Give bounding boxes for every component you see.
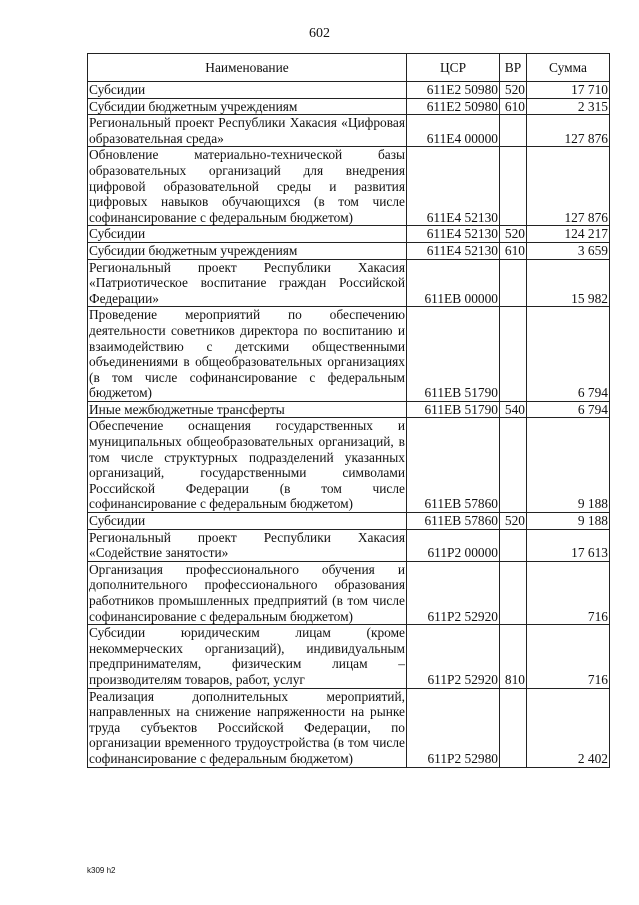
row-name: Региональный проект Республики Хакасия «Патриотическое воспитание граждан Российской Федерации» [89,259,405,306]
row-vr: 520 [500,82,527,99]
row-csr: 611EB 51790 [407,307,500,402]
row-name: Организация профессионального обучения и дополнительного профессионального образования работников промышленных предприятий (в том числе софинансирование с федеральным бюджетом) [89,561,405,624]
row-vr: 540 [500,401,527,418]
table-row [88,82,610,99]
column-header-csr: ЦСР [407,54,500,82]
row-sum: 6 794 [527,307,610,402]
row-sum: 15 982 [527,259,610,307]
row-sum: 124 217 [527,226,610,243]
row-sum: 716 [527,561,610,624]
row-vr [500,529,527,561]
row-csr: 611EB 51790 [407,401,500,418]
table-row [88,688,610,767]
row-name: Региональный проект Республики Хакасия «Цифровая образовательная среда» [89,115,405,146]
row-vr [500,688,527,767]
row-sum: 9 188 [527,513,610,530]
column-header-name: Наименование [88,54,407,82]
row-csr: 611EB 57860 [407,513,500,530]
row-vr [500,147,527,226]
row-sum: 2 402 [527,688,610,767]
row-name: Субсидии бюджетным учреждениям [88,98,407,115]
row-csr: 611E2 50980 [407,98,500,115]
row-csr: 611E4 52130 [407,242,500,259]
table-row [88,529,610,561]
row-sum: 9 188 [527,418,610,513]
row-vr [500,307,527,402]
row-name: Субсидии [88,513,407,530]
row-vr [500,115,527,147]
footer-code: k309 h2 [87,866,116,875]
budget-table [87,53,610,768]
row-name: Иные межбюджетные трансферты [88,401,407,418]
row-sum: 6 794 [527,401,610,418]
row-name: Субсидии юридическим лицам (кроме некоммерческих организаций), индивидуальным предпринимателям, физическим лицам – производителям товаров, работ, услуг [89,625,405,687]
table-row [88,401,610,418]
row-vr: 520 [500,513,527,530]
row-sum: 127 876 [527,115,610,147]
row-name: Субсидии [88,226,407,243]
row-vr: 520 [500,226,527,243]
row-vr: 810 [500,625,527,688]
row-vr: 610 [500,242,527,259]
table-row [88,98,610,115]
row-csr: 611E2 50980 [407,82,500,99]
row-sum: 17 710 [527,82,610,99]
table-row [88,561,610,624]
row-csr: 611E4 52130 [407,226,500,243]
row-csr: 611P2 52920 [407,625,500,688]
row-name: Реализация дополнительных мероприятий, направленных на снижение напряженности на рынке труда субъектов Российской Федерации, по организации временного трудоустройства (в том числе софинансирование с федеральным бюджетом) [89,688,405,766]
table-row [88,307,610,402]
row-csr: 611P2 52980 [407,688,500,767]
row-sum: 2 315 [527,98,610,115]
row-vr [500,418,527,513]
table-row [88,226,610,243]
table-header-row [88,54,610,82]
table-row [88,242,610,259]
row-sum: 127 876 [527,147,610,226]
table-row [88,418,610,513]
table-row [88,625,610,688]
table-row [88,259,610,307]
page-number: 602 [309,26,330,41]
row-vr [500,561,527,624]
column-header-vr: ВР [500,54,527,82]
column-header-sum: Сумма [527,54,610,82]
row-name: Субсидии бюджетным учреждениям [88,242,407,259]
row-sum: 716 [527,625,610,688]
row-csr: 611EB 00000 [407,259,500,307]
table-row [88,115,610,147]
row-csr: 611P2 00000 [407,529,500,561]
row-vr [500,259,527,307]
row-name: Обеспечение оснащения государственных и муниципальных общеобразовательных организаций, в том числе структурных подразделений указанных организаций, государственными символами Российской Федерации (в том числе софинансирование с федеральным бюджетом) [89,418,405,512]
row-name: Обновление материально-технической базы образовательных организаций для внедрения цифровой образовательной среды и развития цифровых навыков обучающихся (в том числе софинансирование с федеральным бюджетом) [89,147,405,225]
row-name: Региональный проект Республики Хакасия «Содействие занятости» [89,529,405,561]
row-csr: 611EB 57860 [407,418,500,513]
row-sum: 17 613 [527,529,610,561]
row-csr: 611E4 00000 [407,115,500,147]
table-row [88,513,610,530]
row-vr: 610 [500,98,527,115]
row-sum: 3 659 [527,242,610,259]
row-name: Проведение мероприятий по обеспечению деятельности советников директора по воспитанию и взаимодействию с детскими общественными объединениями в общеобразовательных организациях (в том числе софинансирование с федеральным бюджетом) [89,307,405,401]
row-name: Субсидии [88,82,407,99]
table-row [88,147,610,226]
row-csr: 611P2 52920 [407,561,500,624]
row-csr: 611E4 52130 [407,147,500,226]
